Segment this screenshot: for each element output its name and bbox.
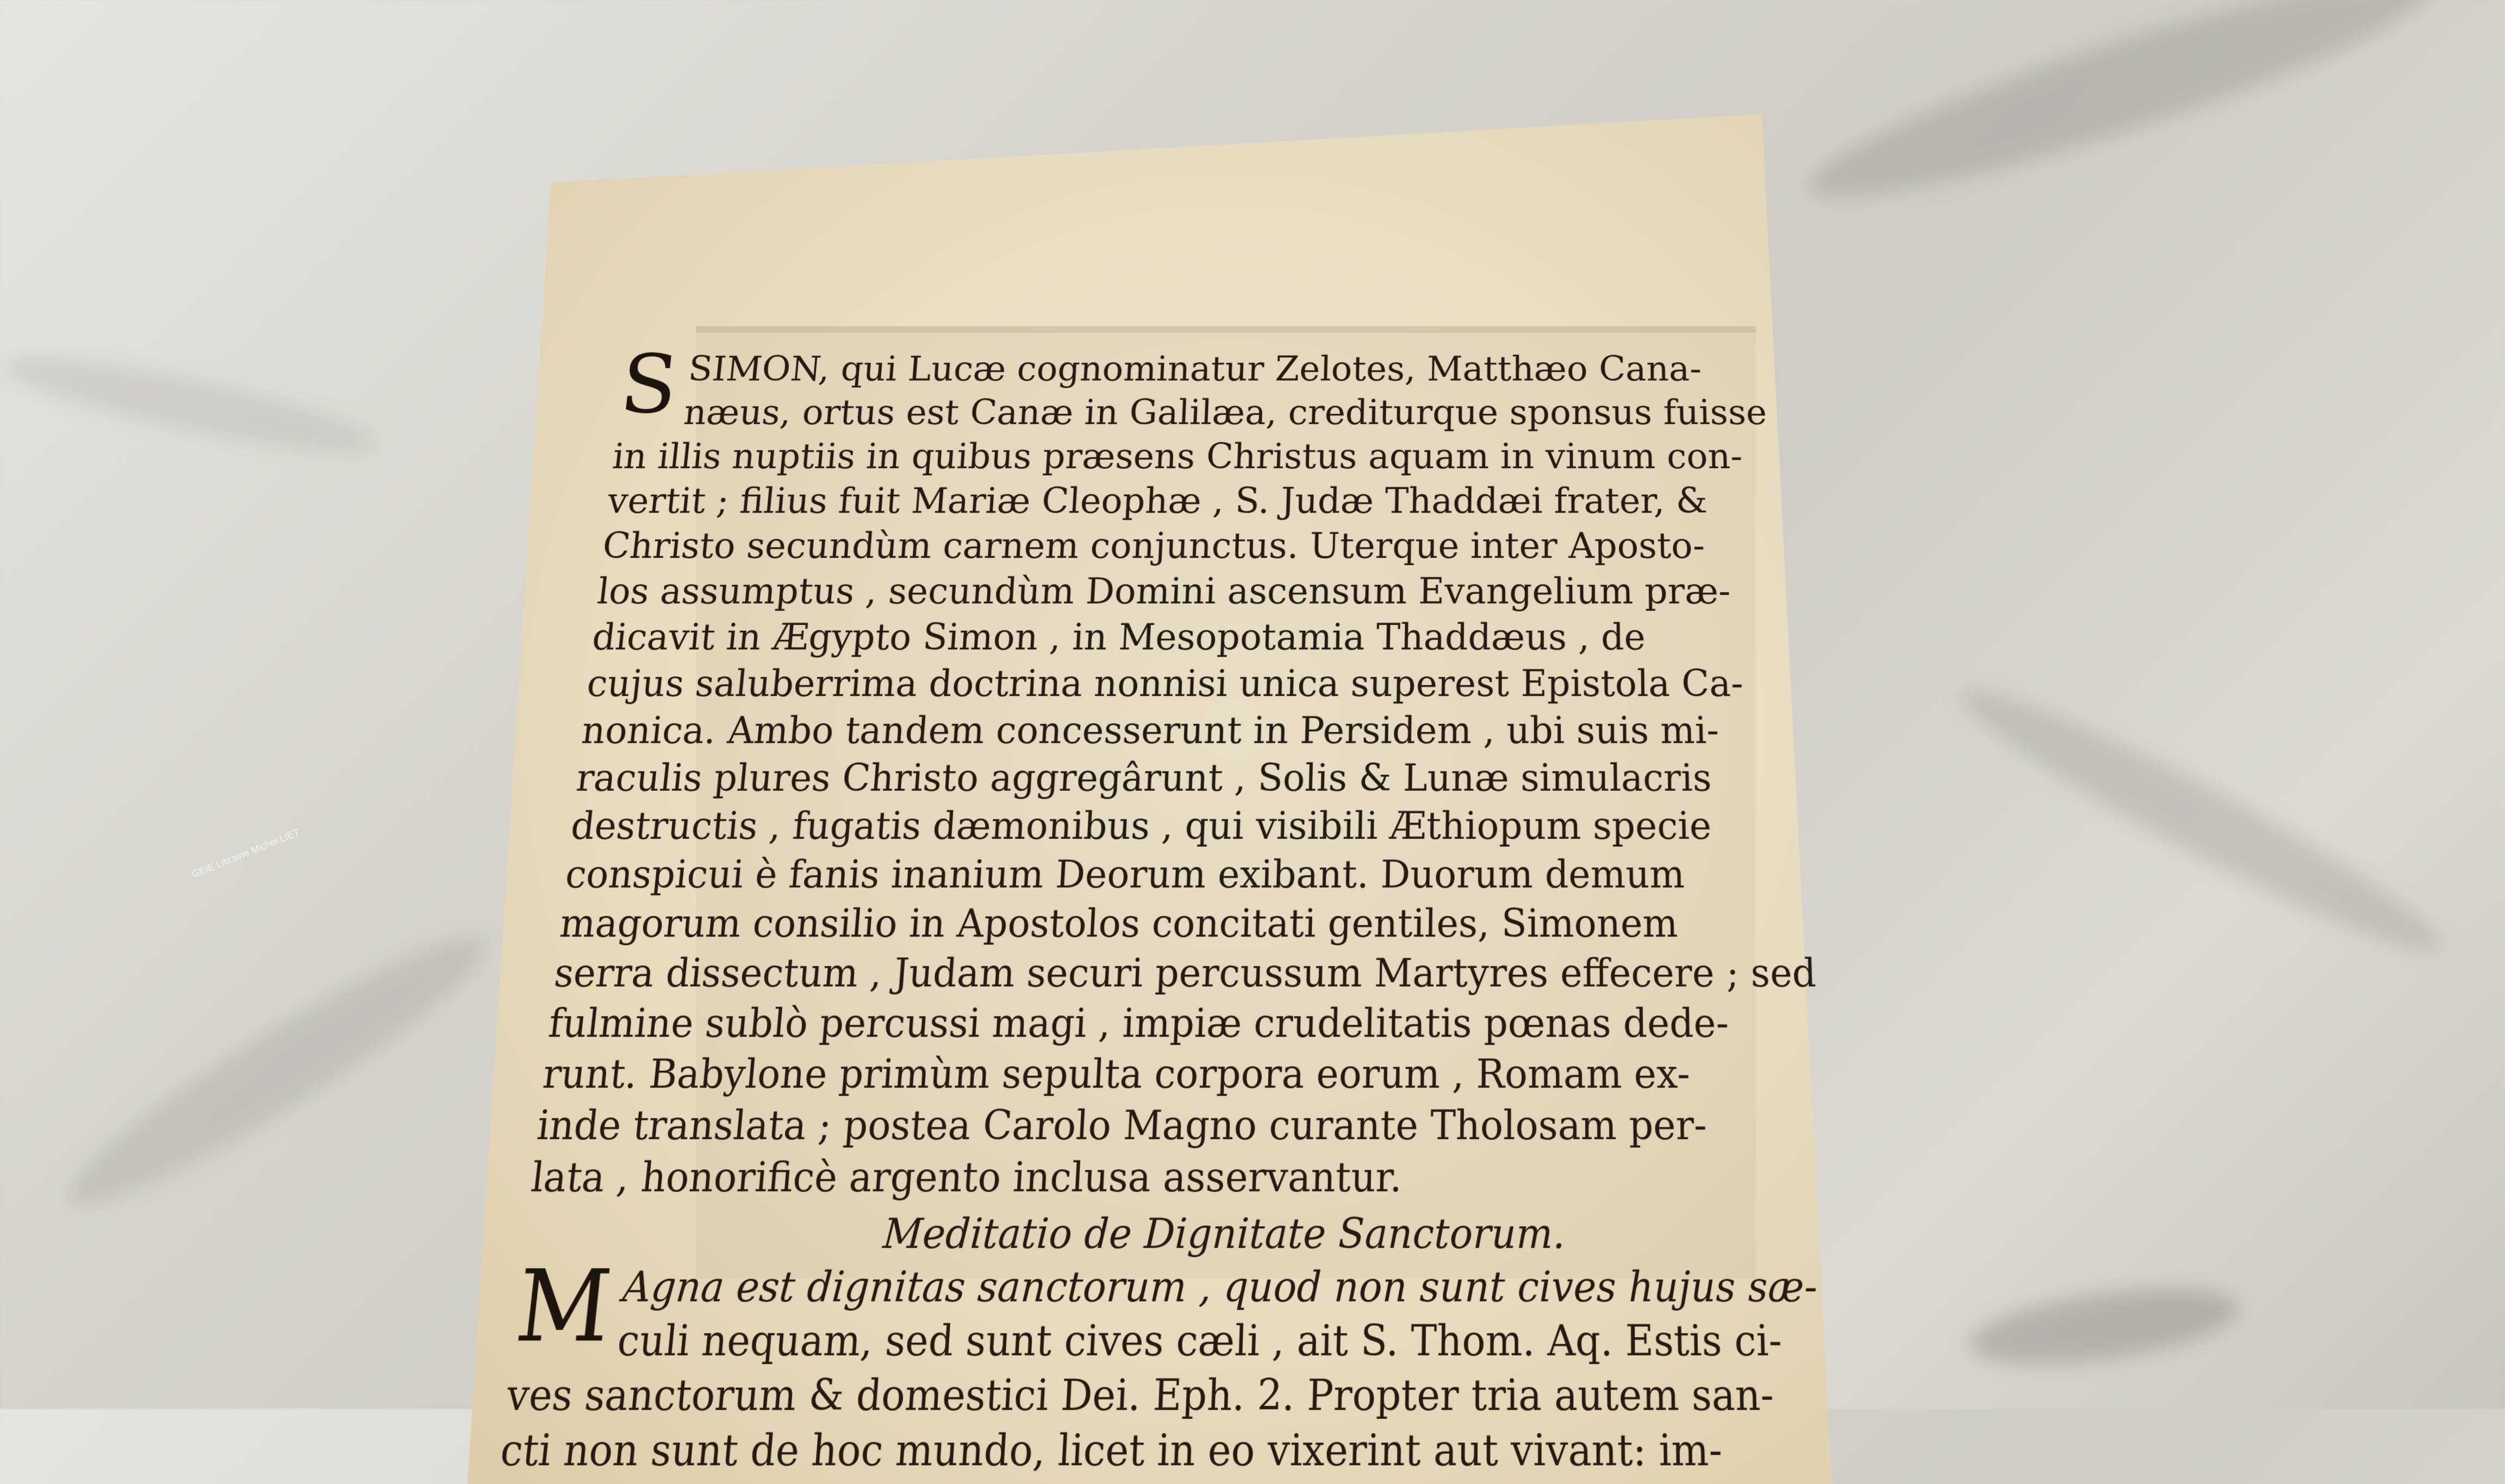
printed-text — [497, 338, 1933, 1479]
text-line: SIMON, qui Lucæ cognominatur Zelotes, Matthæo Cana- — [686, 349, 1702, 389]
text-line: inde translata ; postea Carolo Magno curante Tholosam per- — [534, 1102, 1708, 1150]
text-line: dicavit in Ægypto Simon , in Mesopotamia Thaddæus , de — [590, 616, 1646, 659]
meditation-heading: Meditatio de Dignitate Sanctorum. — [881, 1210, 1565, 1259]
text-line: culi nequam, sed sunt cives cæli , ait S. Thom. Aq. Estis ci- — [615, 1317, 1783, 1367]
marble-vein — [1965, 1275, 2243, 1377]
text-line: nonica. Ambo tandem concesserunt in Persidem , ubi suis mi- — [579, 709, 1719, 753]
text-line: næus, ortus est Canæ in Galilæa, crediturque sponsus fuisse — [682, 392, 1768, 433]
text-line: Christo secundùm carnem conjunctus. Uterque inter Aposto- — [600, 525, 1705, 567]
text-line: destructis , fugatis dæmonibus , qui visibili Æthiopum specie — [569, 804, 1712, 849]
text-line: serra dissectum , Judam securi percussum Martyres effecere ; sed — [552, 951, 1817, 996]
text-line: in illis nuptiis in quibus præsens Christus aquam in vinum con- — [610, 437, 1743, 477]
text-line: cujus saluberrima doctrina nonnisi unica superest Epistola Ca- — [584, 662, 1744, 706]
meditation-passage — [497, 1249, 1933, 1479]
drop-cap: M — [510, 1249, 616, 1365]
text-line: lata , honorificè argento inclusa asservantur. — [528, 1153, 1403, 1202]
text-line: cti non sunt de hoc mundo, licet in eo vixerint aut vivant: im- — [497, 1425, 1723, 1476]
marble-vein — [1946, 664, 2457, 977]
text-line: los assumptus , secundùm Domini ascensum Evangelium præ- — [595, 570, 1731, 613]
simon-passage — [528, 338, 1922, 1204]
text-line: magorum consilio in Apostolos concitati gentiles, Simonem — [557, 901, 1679, 947]
text-line: ves sanctorum & domestici Dei. Eph. 2. Propter tria autem san- — [504, 1370, 1774, 1421]
text-line: fulmine sublò percussi magi , impiæ crudelitatis pœnas dede- — [546, 1000, 1729, 1047]
text-line: vertit ; filius fuit Mariæ Cleophæ , S. Judæ Thaddæi frater, & — [605, 481, 1708, 522]
text-line: raculis plures Christo aggregârunt , Solis & Lunæ simulacris — [574, 756, 1712, 800]
text-line: conspicui è fanis inanium Deorum exibant. Duorum demum — [563, 852, 1685, 897]
marble-vein — [1797, 0, 2444, 229]
watermark-text: GEIE Librairie Michel LIET — [190, 826, 302, 880]
text-line: Agna est dignitas sanctorum , quod non sunt cives hujus sæ- — [620, 1263, 1818, 1312]
marble-vein — [0, 341, 382, 469]
text-line: runt. Babylone primùm sepulta corpora eorum , Romam ex- — [540, 1051, 1691, 1098]
marble-vein — [49, 909, 504, 1233]
drop-cap: S — [615, 338, 682, 432]
